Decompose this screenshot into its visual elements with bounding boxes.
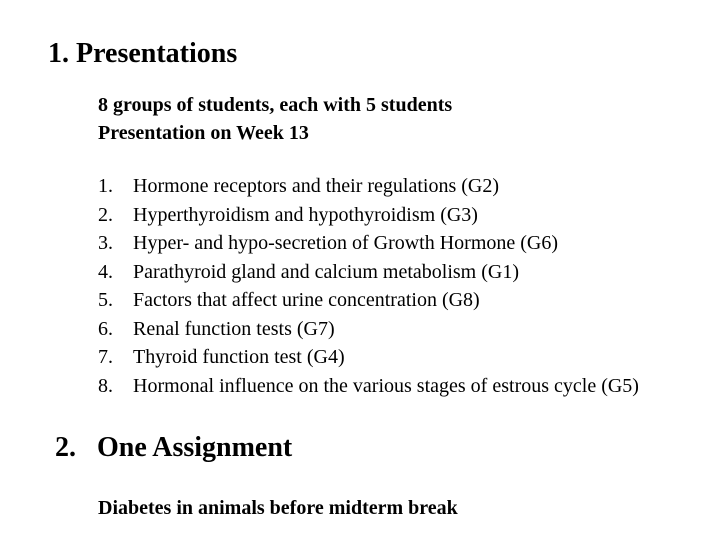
list-item xyxy=(98,315,693,344)
list-item xyxy=(98,201,693,230)
section-2-number: 2. xyxy=(55,432,76,463)
section-2-title: One Assignment xyxy=(97,432,293,463)
presentation-info-line: Presentation on Week 13 xyxy=(98,122,309,144)
list-item xyxy=(98,372,693,401)
topic-number: 7. xyxy=(98,346,113,368)
topic-text: Factors that affect urine concentration (G8) xyxy=(133,289,480,311)
list-item xyxy=(98,258,693,287)
topic-number: 1. xyxy=(98,175,113,197)
list-item xyxy=(98,172,693,201)
list-item xyxy=(98,286,693,315)
topic-text: Hormonal influence on the various stages of estrous cycle (G5) xyxy=(133,374,639,397)
section-1-heading xyxy=(48,38,237,70)
assignment-detail: Diabetes in animals before midterm break xyxy=(98,497,458,519)
topic-number: 3. xyxy=(98,232,113,254)
section-1-number: 1. xyxy=(48,38,69,69)
topic-number: 4. xyxy=(98,260,113,283)
topic-number: 8. xyxy=(98,374,113,397)
list-item xyxy=(98,343,693,372)
section-2-heading xyxy=(55,432,292,464)
topic-number: 6. xyxy=(98,317,113,340)
topic-number: 2. xyxy=(98,203,113,226)
topic-text: Hyper- and hypo-secretion of Growth Hormone (G6) xyxy=(133,232,559,254)
topic-text: Parathyroid gland and calcium metabolism (G1) xyxy=(133,260,520,283)
topic-text: Renal function tests (G7) xyxy=(133,317,335,340)
topic-text: Hyperthyroidism and hypothyroidism (G3) xyxy=(133,203,478,226)
presentation-topic-list xyxy=(98,172,693,400)
presentation-info-line: 8 groups of students, each with 5 students xyxy=(98,94,453,116)
topic-text: Hormone receptors and their regulations (G2) xyxy=(133,175,499,197)
list-item xyxy=(98,229,693,258)
topic-text: Thyroid function test (G4) xyxy=(133,346,345,368)
presentation-info xyxy=(98,91,452,147)
section-1-title: Presentations xyxy=(76,38,238,69)
topic-number: 5. xyxy=(98,289,113,311)
